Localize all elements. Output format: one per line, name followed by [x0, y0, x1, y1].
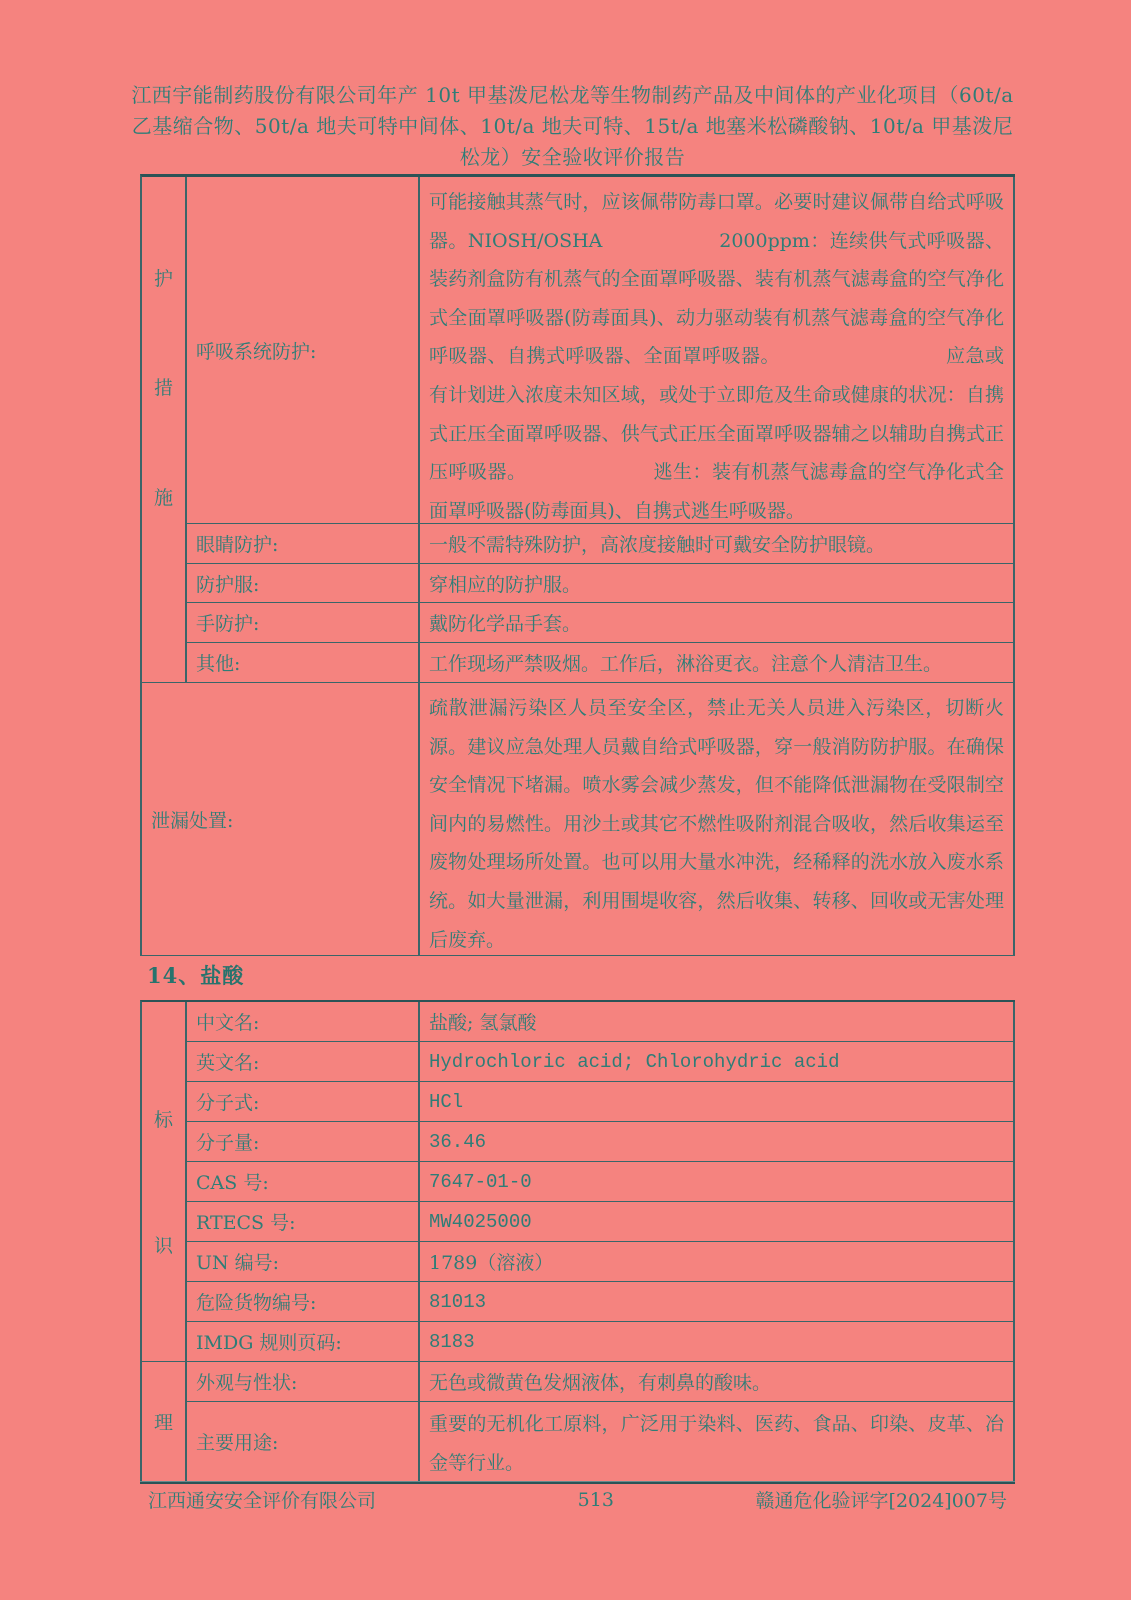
- chemical-identification-table: [140, 1000, 1015, 1482]
- row-value-appearance: 无色或微黄色发烟液体，有刺鼻的酸味。: [420, 1362, 1015, 1402]
- row-value-spill-disposal: 疏散泄漏污染区人员至安全区，禁止无关人员进入污染区，切断火源。建议应急处理人员戴自给式呼吸器，穿一般消防防护服。在确保安全情况下堵漏。喷水雾会减少蒸发，但不能降低泄漏物在受限制空间内的易燃性。用沙土或其它不燃性吸附剂混合吸收，然后收集运至废物处理场所处置。也可以用大量水冲洗，经稀释的洗水放入废水系统。如大量泄漏，利用围堤收容，然后收集、转移、回收或无害处理后废弃。: [420, 683, 1015, 956]
- row-value-cas-number: 7647-01-0: [420, 1162, 1015, 1202]
- row-value-respiratory: 可能接触其蒸气时，应该佩带防毒口罩。必要时建议佩带自给式呼吸器。NIOSH/OSHA 2000ppm：连续供气式呼吸器、装药剂盒防有机蒸气的全面罩呼吸器、装有机蒸气滤毒盒的空气净化式全面罩呼吸器(防毒面具)、动力驱动装有机蒸气滤毒盒的空气净化呼吸器、自携式呼吸器、全面罩呼吸器。 应急或有计划进入浓度未知区域，或处于立即危及生命或健康的状况：自携式正压全面罩呼吸器、供气式正压全面罩呼吸器辅之以辅助自携式正压呼吸器。 逃生：装有机蒸气滤毒盒的空气净化式全面罩呼吸器(防毒面具)、自携式逃生呼吸器。: [420, 177, 1015, 524]
- row-label-molecular-formula: 分子式:: [187, 1082, 420, 1122]
- side-char: 识: [153, 1235, 173, 1257]
- physical-side-label: [142, 1362, 187, 1482]
- footer-doc-number: 赣通危化验评字[2024]007号: [755, 1490, 1007, 1512]
- row-label-protective-clothing: 防护服:: [187, 564, 420, 603]
- protection-measures-table: [140, 174, 1015, 956]
- row-value-chinese-name: 盐酸; 氢氯酸: [420, 1002, 1015, 1042]
- row-value-dangerous-goods-number: 81013: [420, 1282, 1015, 1322]
- row-value-imdg-page: 8183: [420, 1322, 1015, 1362]
- side-char: 措: [153, 377, 173, 399]
- row-value-rtecs-number: MW4025000: [420, 1202, 1015, 1242]
- row-label-chinese-name: 中文名:: [187, 1002, 420, 1042]
- row-value-molecular-weight: 36.46: [420, 1122, 1015, 1162]
- row-value-protective-clothing: 穿相应的防护服。: [420, 564, 1015, 603]
- protection-side-label: [142, 177, 187, 683]
- section-heading-hydrochloric-acid: 14、盐酸: [147, 963, 245, 988]
- row-label-un-number: UN 编号:: [187, 1242, 420, 1282]
- footer-divider: [140, 1481, 1015, 1484]
- row-label-eye-protection: 眼睛防护:: [187, 524, 420, 564]
- row-value-hand-protection: 戴防化学品手套。: [420, 603, 1015, 643]
- row-label-cas-number: CAS 号:: [187, 1162, 420, 1202]
- row-label-spill-disposal: 泄漏处置:: [142, 683, 420, 956]
- row-label-molecular-weight: 分子量:: [187, 1122, 420, 1162]
- identification-side-label: [142, 1002, 187, 1362]
- row-value-english-name: Hydrochloric acid; Chlorohydric acid: [420, 1042, 1015, 1082]
- row-label-dangerous-goods-number: 危险货物编号:: [187, 1282, 420, 1322]
- footer-company: 江西通安安全评价有限公司: [148, 1490, 377, 1512]
- row-label-imdg-page: IMDG 规则页码:: [187, 1322, 420, 1362]
- row-label-respiratory: 呼吸系统防护:: [187, 177, 420, 524]
- row-value-other: 工作现场严禁吸烟。工作后，淋浴更衣。注意个人清洁卫生。: [420, 643, 1015, 683]
- footer-page-number: 513: [577, 1488, 614, 1511]
- row-label-hand-protection: 手防护:: [187, 603, 420, 643]
- row-value-main-uses: 重要的无机化工原料，广泛用于染料、医药、食品、印染、皮革、冶金等行业。: [420, 1402, 1015, 1482]
- side-char: 理: [153, 1412, 173, 1434]
- row-label-english-name: 英文名:: [187, 1042, 420, 1082]
- row-label-main-uses: 主要用途:: [187, 1402, 420, 1482]
- side-char: 施: [153, 486, 173, 509]
- row-label-appearance: 外观与性状:: [187, 1362, 420, 1402]
- document-title: 江西宇能制药股份有限公司年产 10t 甲基泼尼松龙等生物制药产品及中间体的产业化项目（60t/a 乙基缩合物、50t/a 地夫可特中间体、10t/a 地夫可特、15t/a 地塞米松磷酸钠、10t/a 甲基泼尼松龙）安全验收评价报告: [131, 83, 1014, 169]
- row-value-un-number: 1789（溶液）: [420, 1242, 1015, 1282]
- side-char: 标: [153, 1109, 173, 1131]
- row-label-rtecs-number: RTECS 号:: [187, 1202, 420, 1242]
- row-value-eye-protection: 一般不需特殊防护，高浓度接触时可戴安全防护眼镜。: [420, 524, 1015, 564]
- row-label-other: 其他:: [187, 643, 420, 683]
- side-char: 护: [153, 267, 173, 290]
- page-footer: [140, 1486, 1015, 1513]
- row-value-molecular-formula: HCl: [420, 1082, 1015, 1122]
